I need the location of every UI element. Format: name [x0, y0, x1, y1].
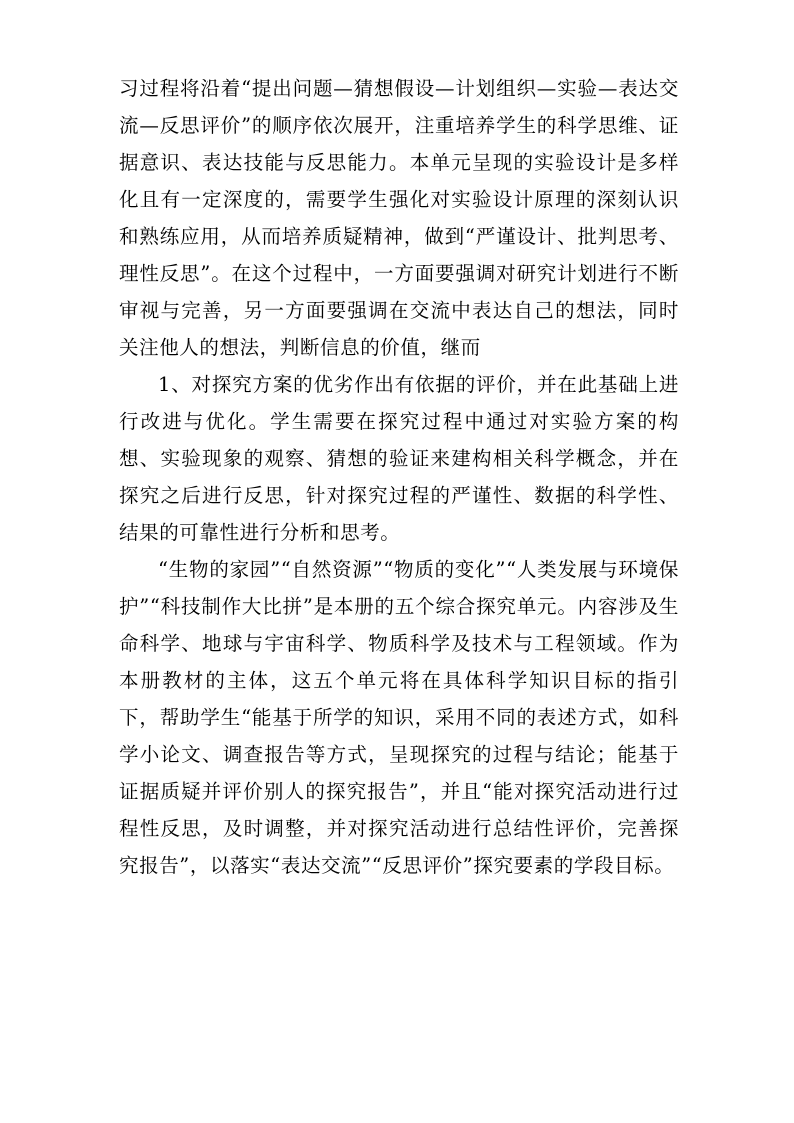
- paragraph-units-overview: “生物的家园”“自然资源”“物质的变化”“人类发展与环境保护”“科技制作大比拼”是本册的五个综合探究单元。内容涉及生命科学、地球与宇宙科学、物质科学及技术与工程领域。作为本册教材的主体，这五个单元将在具体科学知识目标的指引下，帮助学生“能基于所学的知识，采用不同的表述方式，如科学小论文、调查报告等方式，呈现探究的过程与结论；能基于证据质疑并评价别人的探究报告”，并且“能对探究活动进行过程性反思，及时调整，并对探究活动进行总结性评价，完善探究报告”，以落实“表达交流”“反思评价”探究要素的学段目标。: [119, 558, 679, 877]
- paragraph-continuation: 习过程将沿着“提出问题—猜想假设—计划组织—实验—表达交流—反思评价”的顺序依次展开，注重培养学生的科学思维、证据意识、表达技能与反思能力。本单元呈现的实验设计是多样化且有一定深度的，需要学生强化对实验设计原理的深刻认识和熟练应用，从而培养质疑精神，做到“严谨设计、批判思考、理性反思”。在这个过程中，一方面要强调对研究计划进行不断审视与完善，另一方面要强调在交流中表达自己的想法，同时关注他人的想法，判断信息的价值，继而: [119, 77, 679, 359]
- document-body: [119, 70, 679, 884]
- paragraph-numbered-item: 1、对探究方案的优劣作出有依据的评价，并在此基础上进行改进与优化。学生需要在探究过程中通过对实验方案的构想、实验现象的观察、猜想的验证来建构相关科学概念，并在探究之后进行反思，针对探究过程的严谨性、数据的科学性、结果的可靠性进行分析和思考。: [119, 373, 679, 544]
